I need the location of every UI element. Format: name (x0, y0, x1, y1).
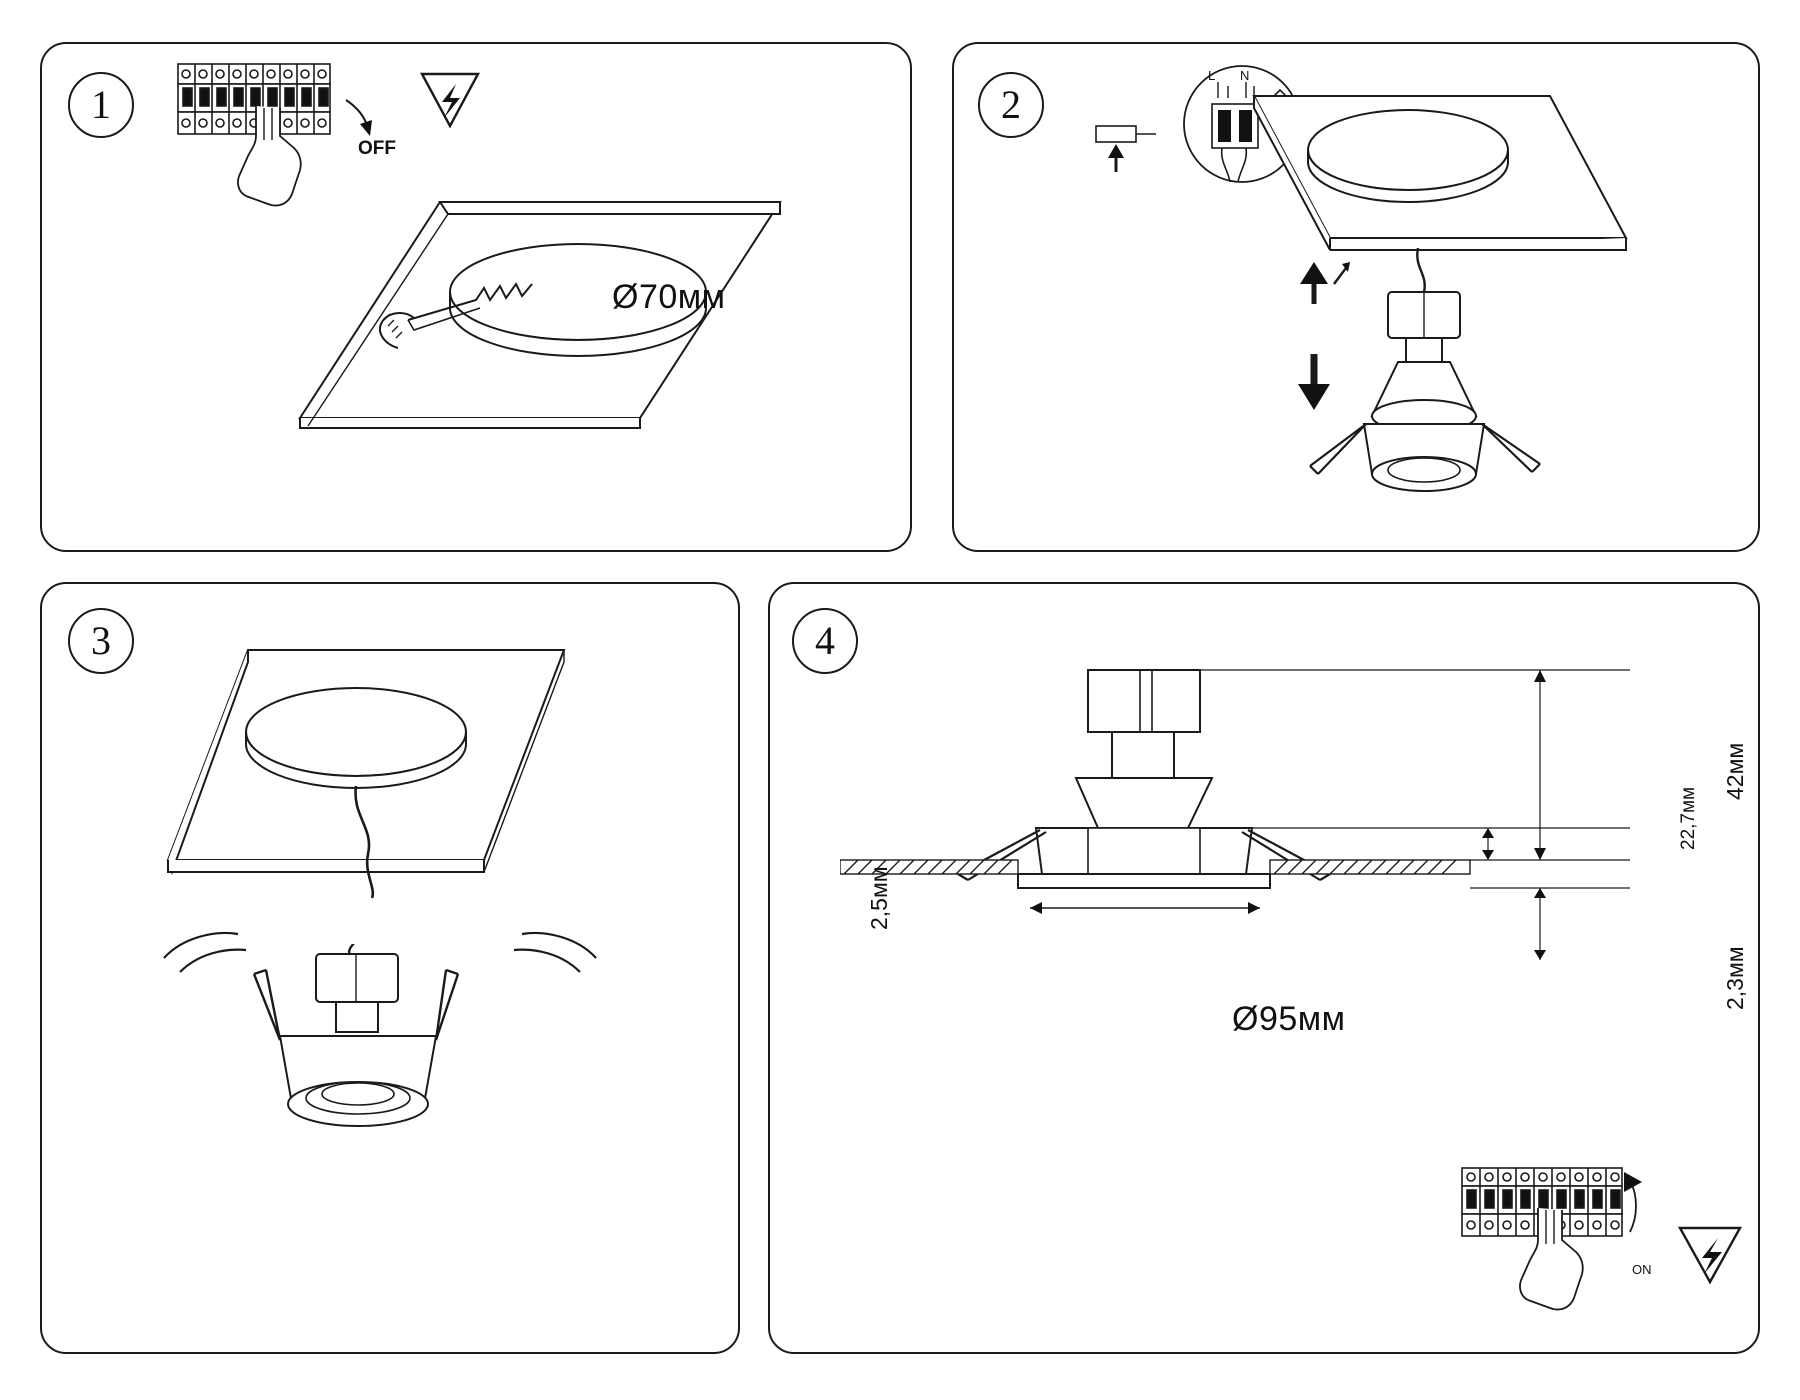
step2-terminal-l-label: L (1208, 68, 1216, 83)
step-number-2: 2 (978, 72, 1044, 138)
step3-motion-lines-left (160, 920, 260, 980)
step4-breaker-and-warning (1452, 1158, 1752, 1348)
step4-ceiling-thickness-label: 2,3мм (1722, 946, 1748, 1010)
step4-bezel-height-label: 2,5мм (866, 866, 892, 930)
step4-section-drawing (840, 660, 1660, 970)
step3-ceiling-panel (128, 640, 648, 900)
step3-motion-lines-right (500, 920, 600, 980)
step3-downlight-fixture (232, 944, 572, 1214)
step4-recess-depth-label: 22,7мм (1678, 786, 1699, 850)
step1-switch-off-label: OFF (358, 138, 396, 159)
step4-switch-on-label: ON (1632, 1262, 1652, 1277)
step-number-4: 4 (792, 608, 858, 674)
step-number-1: 1 (68, 72, 134, 138)
step2-direction-arrows (1290, 258, 1370, 438)
step4-total-height-label: 42мм (1722, 742, 1748, 800)
step-number-3: 3 (68, 608, 134, 674)
step1-hole-diameter-label: Ø70мм (612, 278, 726, 316)
step2-terminal-n-label: N (1240, 68, 1250, 83)
step4-outer-diameter-label: Ø95мм (1232, 1000, 1346, 1038)
